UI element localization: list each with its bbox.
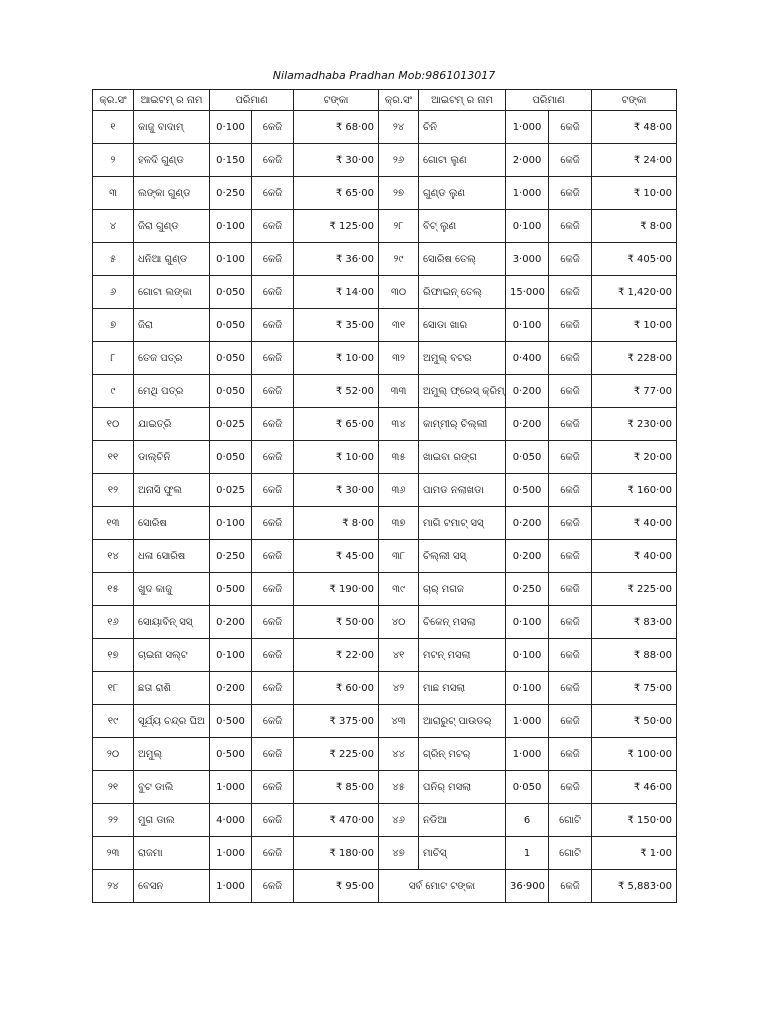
- price-cell: ₹ 65·00: [294, 408, 379, 441]
- price-cell: ₹ 10·00: [592, 309, 677, 342]
- item-cell: ପନିର୍ ମସଲା: [419, 771, 506, 804]
- price-cell: ₹ 160·00: [592, 474, 677, 507]
- header-sl-right: କ୍ର.ସଂ: [379, 90, 419, 111]
- sl-cell: ୯: [93, 375, 134, 408]
- qty-cell: 0·250: [210, 177, 252, 210]
- price-cell: ₹ 50·00: [592, 705, 677, 738]
- grocery-list-table: [92, 89, 677, 903]
- unit-cell: କେଜି: [549, 507, 592, 540]
- price-cell: ₹ 228·00: [592, 342, 677, 375]
- qty-cell: 0·050: [210, 375, 252, 408]
- table-row: [93, 837, 677, 870]
- unit-cell: କେଜି: [252, 606, 294, 639]
- price-cell: ₹ 46·00: [592, 771, 677, 804]
- qty-cell: 0·200: [210, 672, 252, 705]
- table-row: [93, 144, 677, 177]
- item-cell: ମଟନ୍ ମସଲା: [419, 639, 506, 672]
- price-cell: ₹ 20·00: [592, 441, 677, 474]
- item-cell: ଅମୁଲ୍ ଫ୍ରେସ୍ କ୍ରିମ୍: [419, 375, 506, 408]
- qty-cell: 0·200: [506, 375, 549, 408]
- price-cell: ₹ 100·00: [592, 738, 677, 771]
- qty-cell: 0·100: [210, 243, 252, 276]
- sl-cell: ୩୭: [379, 507, 419, 540]
- price-cell: ₹ 45·00: [294, 540, 379, 573]
- table-row: [93, 507, 677, 540]
- item-cell: କାମ୍ମୀର୍ ଚିଲ୍ଲୀ: [419, 408, 506, 441]
- qty-cell: 0·100: [210, 210, 252, 243]
- item-cell: ନଡିଆ: [419, 804, 506, 837]
- qty-cell: 0·100: [506, 309, 549, 342]
- price-cell: ₹ 405·00: [592, 243, 677, 276]
- item-cell: ଅମୁଲ୍ ବଟର: [419, 342, 506, 375]
- price-cell: ₹ 85·00: [294, 771, 379, 804]
- table-row: [93, 210, 677, 243]
- item-cell: ଗ୍ରିନ୍ ମଟର୍: [419, 738, 506, 771]
- sl-cell: ୨୩: [93, 837, 134, 870]
- item-cell: ରାଜମା: [134, 837, 210, 870]
- price-cell: ₹ 230·00: [592, 408, 677, 441]
- header-price-left: ଟଙ୍କା: [294, 90, 379, 111]
- sl-cell: ୧୧: [93, 441, 134, 474]
- qty-cell: 0·100: [506, 606, 549, 639]
- unit-cell: କେଜି: [252, 738, 294, 771]
- qty-cell: 0·050: [210, 309, 252, 342]
- qty-cell: 1·000: [210, 870, 252, 903]
- item-cell: ଧନିଆ ଗୁଣ୍ଡ: [134, 243, 210, 276]
- grand-total-label: ସର୍ବ ମୋଟ ଟଙ୍କା: [379, 870, 506, 903]
- unit-cell: କେଜି: [549, 705, 592, 738]
- sl-cell: ୩୦: [379, 276, 419, 309]
- item-cell: ମାଗି ଟମାଟ୍ ସସ୍: [419, 507, 506, 540]
- qty-cell: 0·200: [506, 540, 549, 573]
- price-cell: ₹ 225·00: [592, 573, 677, 606]
- price-cell: ₹ 35·00: [294, 309, 379, 342]
- item-cell: ଗୁଣ୍ଡ ଲୁଣ: [419, 177, 506, 210]
- price-cell: ₹ 30·00: [294, 144, 379, 177]
- sl-cell: ୩୧: [379, 309, 419, 342]
- price-cell: ₹ 83·00: [592, 606, 677, 639]
- sl-cell: ୨୧: [93, 771, 134, 804]
- sl-cell: ୨୪: [93, 870, 134, 903]
- price-cell: ₹ 88·00: [592, 639, 677, 672]
- qty-cell: 4·000: [210, 804, 252, 837]
- item-cell: ଖୁଦ କାଜୁ: [134, 573, 210, 606]
- qty-cell: 0·500: [210, 705, 252, 738]
- sl-cell: ୨୦: [93, 738, 134, 771]
- unit-cell: କେଜି: [252, 375, 294, 408]
- sl-cell: ୪୬: [379, 804, 419, 837]
- item-cell: ରିଫାଇନ୍ ତେଲ୍: [419, 276, 506, 309]
- qty-cell: 0·050: [210, 441, 252, 474]
- sl-cell: ୧୫: [93, 573, 134, 606]
- unit-cell: କେଜି: [252, 573, 294, 606]
- sl-cell: ୩୪: [379, 408, 419, 441]
- sl-cell: ୨୪: [379, 111, 419, 144]
- sl-cell: ୬: [93, 276, 134, 309]
- qty-cell: 0·200: [210, 606, 252, 639]
- unit-cell: ଗୋଟି: [549, 837, 592, 870]
- unit-cell: କେଜି: [252, 804, 294, 837]
- unit-cell: କେଜି: [549, 573, 592, 606]
- item-cell: ବୁଟ ଡାଲି: [134, 771, 210, 804]
- price-cell: ₹ 225·00: [294, 738, 379, 771]
- header-price-right: ଟଙ୍କା: [592, 90, 677, 111]
- unit-cell: କେଜି: [252, 870, 294, 903]
- unit-cell: ଗୋଟି: [549, 804, 592, 837]
- unit-cell: କେଜି: [252, 771, 294, 804]
- item-cell: ତେଜ ପତ୍ର: [134, 342, 210, 375]
- unit-cell: କେଜି: [252, 474, 294, 507]
- sl-cell: ୪୦: [379, 606, 419, 639]
- price-cell: ₹ 75·00: [592, 672, 677, 705]
- qty-cell: 2·000: [506, 144, 549, 177]
- sl-cell: ୨୨: [93, 804, 134, 837]
- sl-cell: ୪୪: [379, 738, 419, 771]
- unit-cell: କେଜି: [549, 441, 592, 474]
- header-item-left: ଆଇଟମ୍ ର ନାମ: [134, 90, 210, 111]
- item-cell: ଅମୁଲ୍: [134, 738, 210, 771]
- price-cell: ₹ 24·00: [592, 144, 677, 177]
- sl-cell: ୩୮: [379, 540, 419, 573]
- sl-cell: ୧୩: [93, 507, 134, 540]
- qty-cell: 0·500: [506, 474, 549, 507]
- unit-cell: କେଜି: [252, 177, 294, 210]
- qty-cell: 6: [506, 804, 549, 837]
- qty-cell: 0·050: [506, 441, 549, 474]
- item-cell: ଧଳା ସୋରିଷ: [134, 540, 210, 573]
- unit-cell: କେଜି: [252, 276, 294, 309]
- unit-cell: କେଜି: [549, 342, 592, 375]
- sl-cell: ୩୬: [379, 474, 419, 507]
- unit-cell: କେଜି: [252, 144, 294, 177]
- qty-cell: 0·500: [210, 573, 252, 606]
- qty-cell: 0·250: [506, 573, 549, 606]
- qty-cell: 0·150: [210, 144, 252, 177]
- qty-cell: 0·050: [210, 342, 252, 375]
- item-cell: ସୋରିଷ: [134, 507, 210, 540]
- item-cell: ଜିରା ଗୁଣ୍ଡ: [134, 210, 210, 243]
- qty-cell: 0·100: [506, 210, 549, 243]
- header-row: [93, 90, 677, 111]
- price-cell: ₹ 180·00: [294, 837, 379, 870]
- item-cell: ଆରାରୁଟ୍ ପାଉଡର୍: [419, 705, 506, 738]
- price-cell: ₹ 65·00: [294, 177, 379, 210]
- item-cell: ଗୋଟା ଲୁଣ: [419, 144, 506, 177]
- header-item-right: ଆଇଟମ୍ ର ନାମ: [419, 90, 506, 111]
- table-row: [93, 474, 677, 507]
- item-cell: ହଳଦି ଗୁଣ୍ଡ: [134, 144, 210, 177]
- price-cell: ₹ 10·00: [592, 177, 677, 210]
- price-cell: ₹ 375·00: [294, 705, 379, 738]
- item-cell: ମୁଗ ଡାଲ: [134, 804, 210, 837]
- price-cell: ₹ 40·00: [592, 507, 677, 540]
- qty-cell: 1: [506, 837, 549, 870]
- unit-cell: କେଜି: [252, 342, 294, 375]
- unit-cell: କେଜି: [549, 540, 592, 573]
- qty-cell: 0·250: [210, 540, 252, 573]
- item-cell: ଗୋଟା ଲଙ୍କା: [134, 276, 210, 309]
- sl-cell: ୪୫: [379, 771, 419, 804]
- sl-cell: ୨୯: [379, 243, 419, 276]
- price-cell: ₹ 50·00: [294, 606, 379, 639]
- price-cell: ₹ 10·00: [294, 342, 379, 375]
- unit-cell: କେଜି: [549, 771, 592, 804]
- sl-cell: ୨୬: [379, 144, 419, 177]
- table-row: [93, 408, 677, 441]
- item-cell: ଲଙ୍କା ଗୁଣ୍ଡ: [134, 177, 210, 210]
- qty-cell: 1·000: [506, 738, 549, 771]
- table-row: [93, 243, 677, 276]
- qty-cell: 1·000: [210, 837, 252, 870]
- table-row: [93, 804, 677, 837]
- item-cell: କାଜୁ ବାଦାମ୍: [134, 111, 210, 144]
- unit-cell: କେଜି: [549, 111, 592, 144]
- item-cell: ବିଟ୍ ଲୁଣ: [419, 210, 506, 243]
- sl-cell: ୩: [93, 177, 134, 210]
- qty-cell: 0·050: [210, 276, 252, 309]
- item-cell: ଚାର୍ ମଗଜ: [419, 573, 506, 606]
- sl-cell: ୧୭: [93, 639, 134, 672]
- qty-cell: 3·000: [506, 243, 549, 276]
- item-cell: ଯାଇତ୍ରି: [134, 408, 210, 441]
- sl-cell: ୩୩: [379, 375, 419, 408]
- unit-cell: କେଜି: [252, 243, 294, 276]
- unit-cell: କେଜି: [252, 540, 294, 573]
- qty-cell: 0·100: [210, 639, 252, 672]
- unit-cell: କେଜି: [549, 210, 592, 243]
- header-sl-left: କ୍ର.ସଂ: [93, 90, 134, 111]
- unit-cell: କେଜି: [549, 276, 592, 309]
- qty-cell: 0·200: [506, 507, 549, 540]
- unit-cell: କେଜି: [252, 408, 294, 441]
- qty-cell: 0·100: [210, 111, 252, 144]
- sl-cell: ୧୦: [93, 408, 134, 441]
- price-cell: ₹ 77·00: [592, 375, 677, 408]
- qty-cell: 0·050: [506, 771, 549, 804]
- sl-cell: ୪୧: [379, 639, 419, 672]
- table-row: [93, 639, 677, 672]
- item-cell: ଚିଲ୍ଲୀ ସସ୍: [419, 540, 506, 573]
- unit-cell: କେଜି: [252, 441, 294, 474]
- sl-cell: ୩୯: [379, 573, 419, 606]
- sl-cell: ୨୭: [379, 177, 419, 210]
- item-cell: ମେଥି ପତ୍ର: [134, 375, 210, 408]
- grand-total-price: ₹ 5,883·00: [592, 870, 677, 903]
- sl-cell: ୪: [93, 210, 134, 243]
- grand-total-qty: 36·900: [506, 870, 549, 903]
- table-row-last: [93, 870, 677, 903]
- sl-cell: ୧୨: [93, 474, 134, 507]
- table-row: [93, 111, 677, 144]
- item-cell: ଚାଇନା ସଲ୍ଟ: [134, 639, 210, 672]
- price-cell: ₹ 125·00: [294, 210, 379, 243]
- unit-cell: କେଜି: [549, 309, 592, 342]
- sl-cell: ୧: [93, 111, 134, 144]
- table-row: [93, 441, 677, 474]
- unit-cell: କେଜି: [549, 375, 592, 408]
- item-cell: ମାଛ ମସଲା: [419, 672, 506, 705]
- price-cell: ₹ 150·00: [592, 804, 677, 837]
- header-qty-left: ପରିମାଣ: [210, 90, 294, 111]
- price-cell: ₹ 1,420·00: [592, 276, 677, 309]
- item-cell: ସୋୟାବିନ୍ ସସ୍: [134, 606, 210, 639]
- qty-cell: 0·100: [506, 639, 549, 672]
- table-row: [93, 738, 677, 771]
- sl-cell: ୫: [93, 243, 134, 276]
- price-cell: ₹ 52·00: [294, 375, 379, 408]
- sl-cell: ୨: [93, 144, 134, 177]
- price-cell: ₹ 30·00: [294, 474, 379, 507]
- price-cell: ₹ 48·00: [592, 111, 677, 144]
- qty-cell: 0·400: [506, 342, 549, 375]
- table-row: [93, 276, 677, 309]
- price-cell: ₹ 40·00: [592, 540, 677, 573]
- qty-cell: 0·100: [210, 507, 252, 540]
- price-cell: ₹ 60·00: [294, 672, 379, 705]
- unit-cell: କେଜି: [252, 837, 294, 870]
- table-row: [93, 177, 677, 210]
- unit-cell: କେଜି: [549, 177, 592, 210]
- sl-cell: ୩୫: [379, 441, 419, 474]
- table-row: [93, 375, 677, 408]
- price-cell: ₹ 8·00: [294, 507, 379, 540]
- price-cell: ₹ 1·00: [592, 837, 677, 870]
- unit-cell: କେଜି: [549, 639, 592, 672]
- qty-cell: 1·000: [506, 111, 549, 144]
- unit-cell: କେଜି: [549, 474, 592, 507]
- item-cell: ମାଚିସ୍: [419, 837, 506, 870]
- document-title: Nilamadhaba Pradhan Mob:9861013017: [272, 69, 496, 82]
- unit-cell: କେଜି: [252, 111, 294, 144]
- qty-cell: 1·000: [506, 705, 549, 738]
- unit-cell: କେଜି: [549, 606, 592, 639]
- unit-cell: କେଜି: [549, 738, 592, 771]
- unit-cell: କେଜି: [252, 705, 294, 738]
- sl-cell: ୨୮: [379, 210, 419, 243]
- table-row: [93, 672, 677, 705]
- unit-cell: କେଜି: [252, 672, 294, 705]
- item-cell: ଖାଇବା ରଙ୍ଗ: [419, 441, 506, 474]
- qty-cell: 1·000: [506, 177, 549, 210]
- price-cell: ₹ 8·00: [592, 210, 677, 243]
- sl-cell: ୭: [93, 309, 134, 342]
- unit-cell: କେଜି: [252, 639, 294, 672]
- item-cell: ସୋରିଷ ତେଲ୍: [419, 243, 506, 276]
- price-cell: ₹ 22·00: [294, 639, 379, 672]
- grand-total-unit: କେଜି: [549, 870, 592, 903]
- table-row: [93, 309, 677, 342]
- item-cell: ଚିନି: [419, 111, 506, 144]
- table-row: [93, 705, 677, 738]
- qty-cell: 1·000: [210, 771, 252, 804]
- price-cell: ₹ 470·00: [294, 804, 379, 837]
- table-row: [93, 771, 677, 804]
- table-row: [93, 573, 677, 606]
- unit-cell: କେଜି: [549, 408, 592, 441]
- sl-cell: ୪୨: [379, 672, 419, 705]
- item-cell: ସୂର୍ଯ୍ୟ ଚନ୍ଦ୍ର ଘିଅ: [134, 705, 210, 738]
- qty-cell: 0·025: [210, 474, 252, 507]
- price-cell: ₹ 36·00: [294, 243, 379, 276]
- item-cell: ପାମଡ ନଲାଖଡା: [419, 474, 506, 507]
- qty-cell: 15·000: [506, 276, 549, 309]
- sl-cell: ୮: [93, 342, 134, 375]
- sl-cell: ୩୨: [379, 342, 419, 375]
- unit-cell: କେଜି: [252, 507, 294, 540]
- sl-cell: ୪୩: [379, 705, 419, 738]
- sl-cell: ୪୭: [379, 837, 419, 870]
- unit-cell: କେଜି: [549, 144, 592, 177]
- table-row: [93, 606, 677, 639]
- qty-cell: 0·100: [506, 672, 549, 705]
- item-cell: ଚିକେନ୍ ମସଲା: [419, 606, 506, 639]
- qty-cell: 0·200: [506, 408, 549, 441]
- qty-cell: 0·500: [210, 738, 252, 771]
- item-cell: ଅନାସି ଫୁଲ: [134, 474, 210, 507]
- price-cell: ₹ 14·00: [294, 276, 379, 309]
- price-cell: ₹ 68·00: [294, 111, 379, 144]
- unit-cell: କେଜି: [252, 210, 294, 243]
- price-cell: ₹ 95·00: [294, 870, 379, 903]
- item-cell: ବେସନ: [134, 870, 210, 903]
- sl-cell: ୧୮: [93, 672, 134, 705]
- header-qty-right: ପରିମାଣ: [506, 90, 592, 111]
- sl-cell: ୧୬: [93, 606, 134, 639]
- price-cell: ₹ 190·00: [294, 573, 379, 606]
- qty-cell: 0·025: [210, 408, 252, 441]
- table-row: [93, 540, 677, 573]
- item-cell: ସୋଡା ଖାର: [419, 309, 506, 342]
- price-cell: ₹ 10·00: [294, 441, 379, 474]
- table-row: [93, 342, 677, 375]
- item-cell: ଜିରା: [134, 309, 210, 342]
- sl-cell: ୧୪: [93, 540, 134, 573]
- unit-cell: କେଜି: [549, 672, 592, 705]
- item-cell: ଡାଲ୍‌ଚିନି: [134, 441, 210, 474]
- item-cell: ଛତା ରାଶି: [134, 672, 210, 705]
- unit-cell: କେଜି: [252, 309, 294, 342]
- unit-cell: କେଜି: [549, 243, 592, 276]
- sl-cell: ୧୯: [93, 705, 134, 738]
